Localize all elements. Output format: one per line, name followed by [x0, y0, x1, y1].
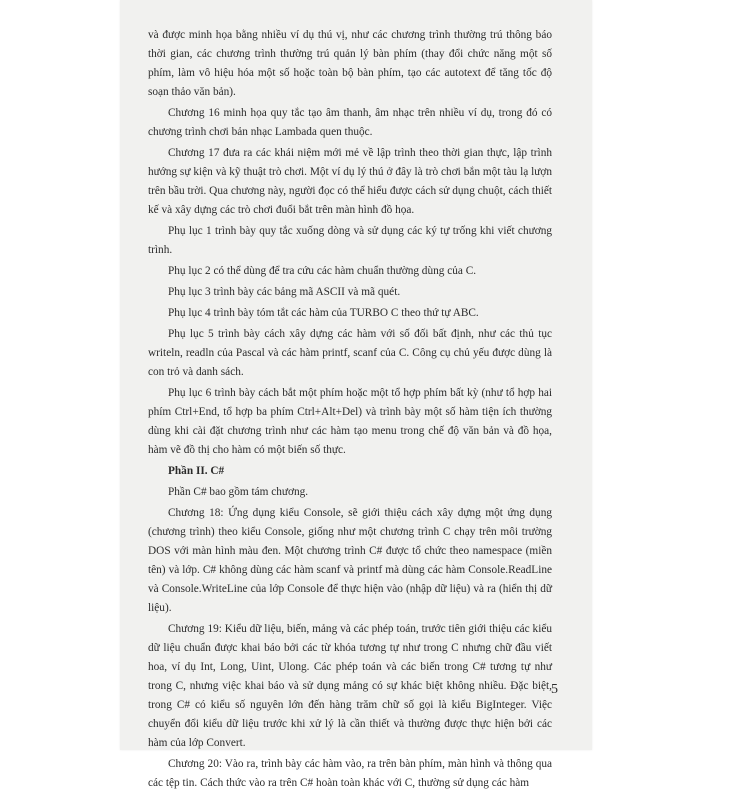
page-content: [148, 26, 552, 795]
section-heading: Phần II. C#: [168, 465, 225, 477]
paragraph: Phụ lục 5 trình bày cách xây dựng các hàm với số đối bất định, như các thủ tục writeln, readln của Pascal và các hàm printf, scanf của C. Công cụ chủ yếu được dùng là con trỏ và danh sách.: [148, 328, 552, 378]
paragraph: Chương 17 đưa ra các khái niệm mới mẻ về lập trình theo thời gian thực, lập trình hướng sự kiện và kỹ thuật trò chơi. Một ví dụ lý thú ở đây là trò chơi bắn một tàu lạ lượn trên bầu trời. Qua chương này, người đọc có thể hiểu được cách sử dụng chuột, cách thiết kế và xây dựng các trò chơi đuổi bắt trên màn hình đồ họa.: [148, 147, 553, 216]
paragraph: Phụ lục 3 trình bày các bảng mã ASCII và mã quét.: [168, 286, 401, 298]
paragraph: Phụ lục 1 trình bày quy tắc xuống dòng và sử dụng các ký tự trống khi viết chương trình.: [148, 225, 552, 256]
book-page: [120, 0, 592, 789]
paragraph: Chương 20: Vào ra, trình bày các hàm vào, ra trên bàn phím, màn hình và thông qua các tệp tin. Cách thức vào ra trên C# hoàn toàn khác với C, thường sử dụng các hàm: [148, 758, 552, 789]
paragraph: Chương 16 minh họa quy tắc tạo âm thanh, âm nhạc trên nhiều ví dụ, trong đó có chương trình chơi bản nhạc Lambada quen thuộc.: [148, 107, 552, 138]
paragraph: Phụ lục 4 trình bày tóm tắt các hàm của TURBO C theo thứ tự ABC.: [168, 307, 479, 319]
paragraph: Chương 18: Ứng dụng kiểu Console, sẽ giới thiệu cách xây dựng một ứng dụng (chương trình) theo kiểu Console, giống như một chương trình C chạy trên môi trường DOS với màn hình màu đen. Một chương trình C# được tổ chức theo namespace (miền tên) và lớp. C# không dùng các hàm scanf và printf mà dùng các hàm Console.ReadLine và Console.WriteLine của lớp Console để thực hiện vào (nhập dữ liệu) và ra (hiển thị dữ liệu).: [148, 507, 552, 614]
paragraph: Chương 19: Kiểu dữ liệu, biến, mảng và các phép toán, trước tiên giới thiệu các kiểu dữ liệu chuẩn được khai báo bởi các từ khóa tương tự như trong C nhưng chữ đầu viết hoa, ví dụ Int, Long, Uint, Ulong. Các phép toán và các biến trong C# tương tự như trong C, nhưng việc khai báo và sử dụng mảng có sự khác biệt không nhiều. Đặc biệt, trong C# có kiểu số nguyên lớn đến hàng trăm chữ số gọi là kiểu BigInteger. Việc chuyển đổi kiểu dữ liệu trước khi xử lý là cần thiết và thường được thực hiện bởi các hàm của lớp Convert.: [148, 623, 552, 749]
page-number: 5: [551, 682, 558, 697]
paragraph: và được minh họa bằng nhiều ví dụ thú vị, như các chương trình thường trú thông báo thời gian, các chương trình thường trú quản lý bàn phím (thay đổi chức năng một số phím, làm vô hiệu hóa một số hoặc toàn bộ bàn phím, tạo các autotext để tăng tốc độ soạn thảo văn bản).: [148, 29, 552, 98]
paragraph: Phụ lục 6 trình bày cách bắt một phím hoặc một tổ hợp phím bất kỳ (như tổ hợp hai phím Ctrl+End, tổ hợp ba phím Ctrl+Alt+Del) và trình bày một số hàm tiện ích thường dùng khi cài đặt chương trình như các hàm tạo menu trong chế độ văn bản và đồ họa, hàm vẽ đồ thị cho hàm có một biến số thực.: [148, 387, 552, 456]
paragraph: Phần C# bao gồm tám chương.: [168, 486, 309, 498]
paragraph: Phụ lục 2 có thể dùng để tra cứu các hàm chuẩn thường dùng của C.: [168, 265, 477, 277]
